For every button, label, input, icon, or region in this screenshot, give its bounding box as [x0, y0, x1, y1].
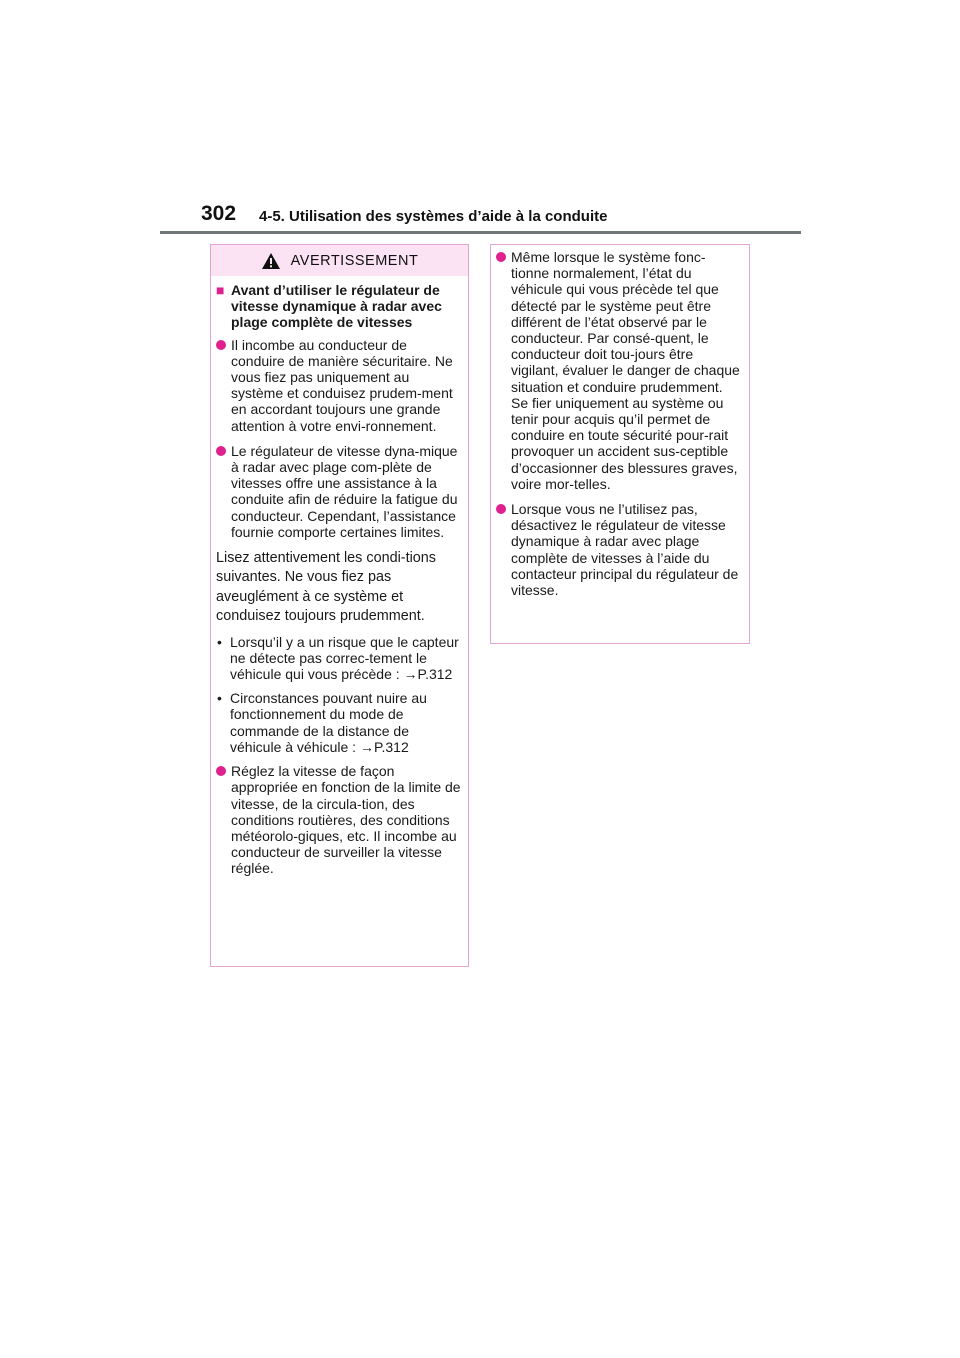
dash-bullet-icon: •	[217, 690, 222, 707]
warning-header	[211, 245, 468, 276]
warning-triangle-icon	[261, 252, 281, 270]
sub-list-item-text: Circonstances pouvant nuire au fonctionnement du mode de commande de la distance de véhicule à véhicule : →P.312	[230, 690, 427, 755]
sub-list-item	[216, 690, 462, 755]
warning-box	[210, 244, 469, 967]
list-item-text: Même lorsque le système fonc-tionne normalement, l’état du véhicule qui vous précède tel que détecté par le système peut être différent de l’état observé par le conducteur. Par consé-quent, le conducteur doit tou-jours être vigilant, évaluer le danger de chaque situation et conduire prudemment. Se fier uniquement au système ou tenir pour acquis qu’il permet de conduire en toute sécurité pour-rait provoquer un accident sus-ceptible d’occasionner des blessures graves, voire mor-telles.	[511, 249, 740, 492]
bullet-dot-icon	[496, 504, 506, 514]
warning-box-continued	[490, 244, 750, 644]
list-item-text: Il incombe au conducteur de conduire de manière sécuritaire. Ne vous fiez pas uniquement au système et conduisez prudem-ment en accordant toujours une grande attention à votre envi-ronnement.	[231, 336, 453, 434]
bullet-dot-icon	[216, 446, 226, 456]
list-item	[496, 249, 743, 492]
list-item	[496, 501, 743, 598]
warning-title: AVERTISSEMENT	[290, 252, 419, 269]
warning-paragraph: Lisez attentivement les condi-tions suivantes. Ne vous fiez pas aveuglément à ce système et conduisez toujours prudemment.	[216, 550, 436, 625]
warning-content	[211, 276, 468, 877]
warning-heading	[216, 282, 462, 331]
bullet-dot-icon	[216, 340, 226, 350]
list-item-text: Réglez la vitesse de façon appropriée en fonction de la limite de vitesse, de la circula-tion, des conditions routières, des conditions météorolo-giques, etc. Il incombe au conducteur de surveiller la vitesse réglée.	[231, 763, 461, 877]
list-item	[216, 763, 462, 876]
warning-heading-text: Avant d’utiliser le régulateur de vitesse dynamique à radar avec plage complète de vitesses	[231, 282, 442, 331]
header-rule	[160, 231, 801, 234]
list-item-text: Le régulateur de vitesse dyna-mique à radar avec plage com-plète de vitesses offre une assistance à la conduite afin de réduire la fatigue du conducteur. Cependant, l’assistance fournie comporte certaines limites.	[231, 442, 458, 540]
page-number: 302	[201, 202, 237, 225]
square-bullet-icon: ■	[216, 282, 225, 298]
list-item	[216, 443, 462, 540]
bullet-dot-icon	[216, 766, 226, 776]
list-item	[216, 337, 462, 434]
continued-content	[491, 245, 749, 598]
dash-bullet-icon: •	[217, 633, 222, 650]
list-item-text: Lorsque vous ne l’utilisez pas, désactivez le régulateur de vitesse dynamique à radar avec plage complète de vitesses à l’aide du contacteur principal du régulateur de vitesse.	[511, 501, 739, 599]
sub-list-item-text: Lorsqu’il y a un risque que le capteur ne détecte pas correc-tement le véhicule qui vous précède : →P.312	[230, 633, 459, 683]
sub-list-item	[216, 634, 462, 683]
bullet-dot-icon	[496, 252, 506, 262]
section-title: 4-5. Utilisation des systèmes d’aide à la conduite	[259, 208, 608, 225]
